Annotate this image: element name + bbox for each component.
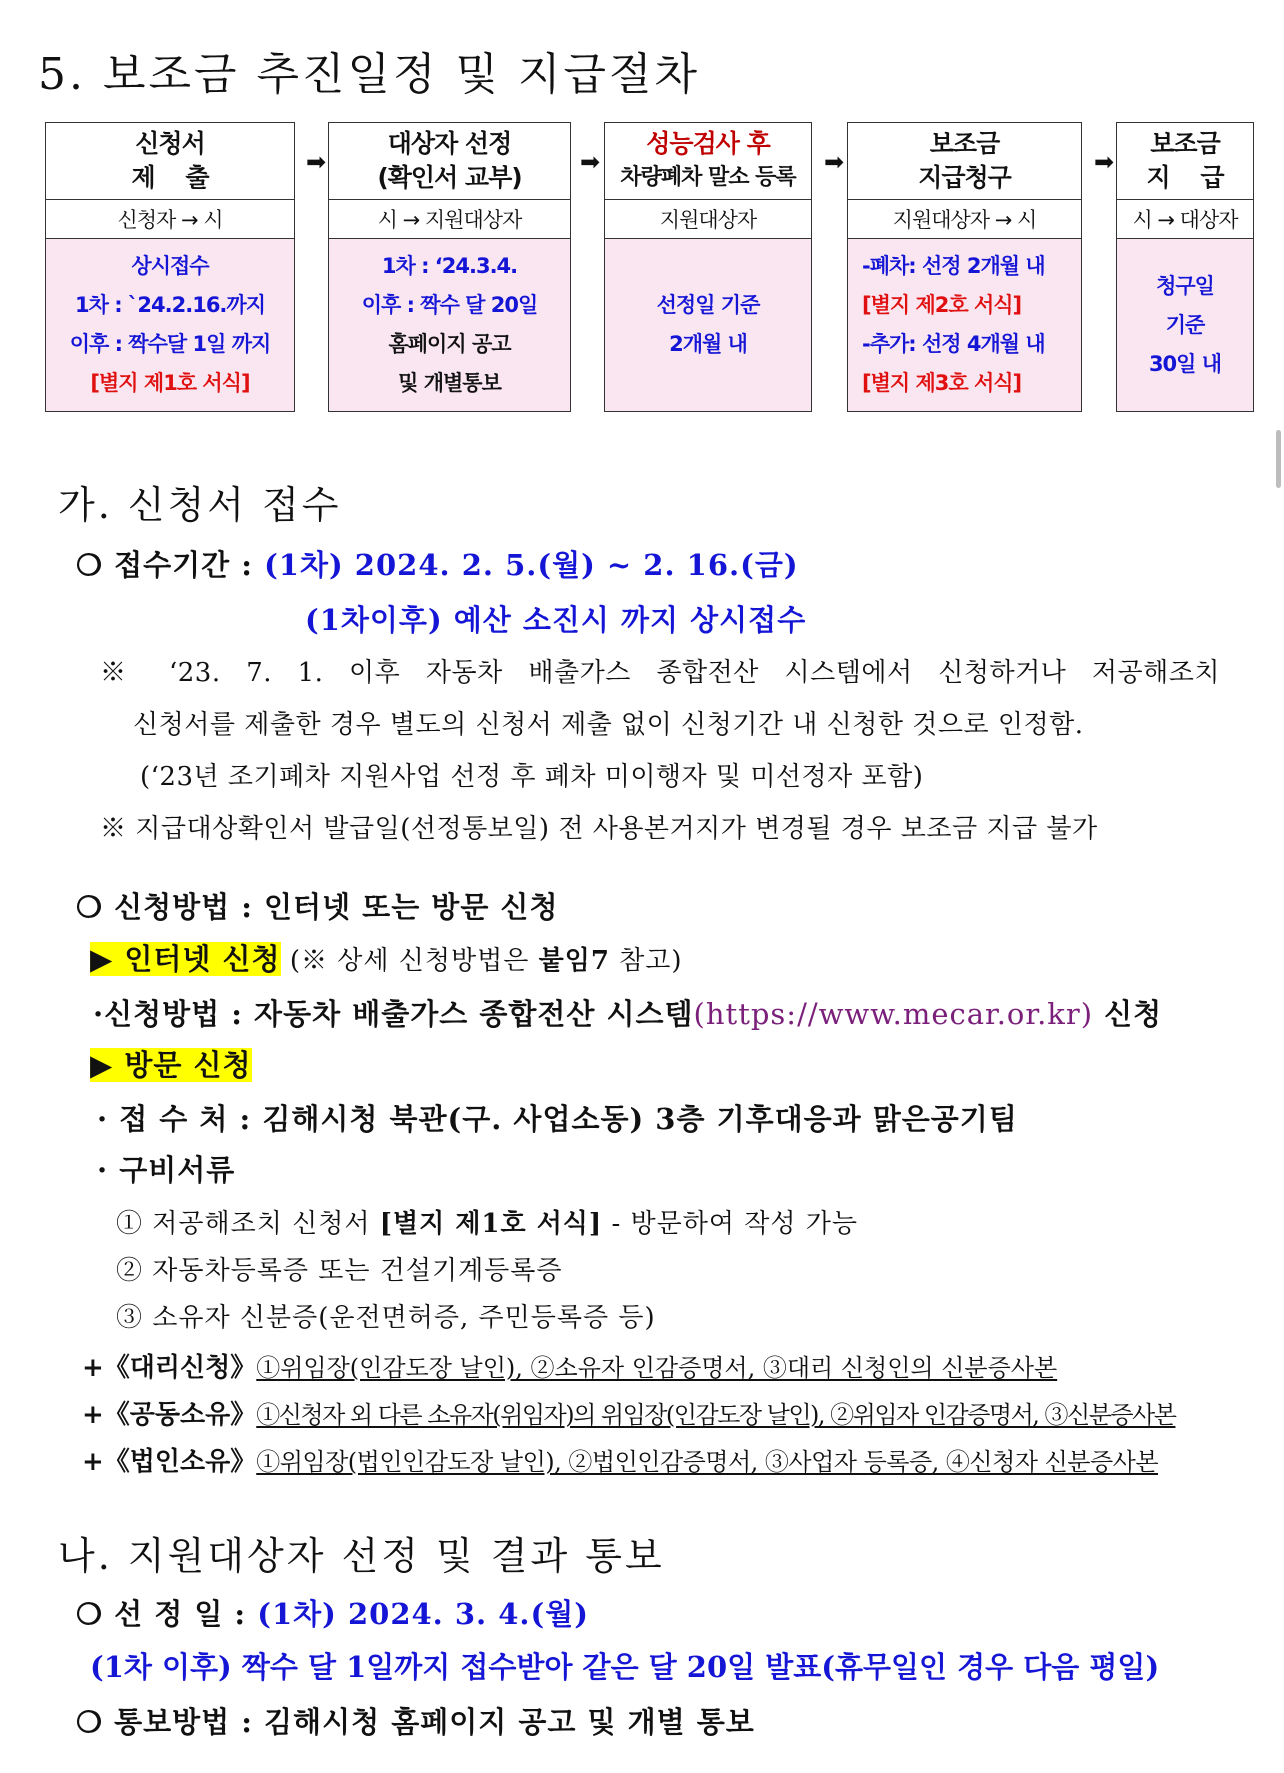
flow-step-title: 신청서 (135, 129, 205, 158)
extra-docs-proxy (82, 1347, 1057, 1384)
period-label: ❍ 접수기간 : (76, 548, 265, 582)
required-doc-item (116, 1203, 858, 1240)
notification-method: ❍ 통보방법 : 김해시청 홈페이지 공고 및 개별 통보 (76, 1705, 755, 1739)
visit-application-label: ▶ 방문 신청 (90, 1048, 252, 1082)
arrow-right-icon: ➡ (580, 148, 601, 176)
period-value-first: (1차) 2024. 2. 5.(월) ~ 2. 16.(금) (264, 548, 799, 582)
flow-step-detail: 및 개별통보 (398, 371, 501, 395)
flow-step-detail: 기준 (1165, 312, 1205, 337)
flow-step-detail: 이후 : 짝수달 1일 까지 (69, 332, 271, 356)
flow-step-title: 지 급 (1146, 163, 1224, 192)
note-line: 신청서를 제출한 경우 별도의 신청서 제출 없이 신청기간 내 신청한 것으로 인정함. (133, 710, 1084, 740)
extra-docs-joint (82, 1394, 1175, 1431)
flow-step-detail: [별지 제2호 서식] (862, 293, 1022, 317)
note-line: ※ 지급대상확인서 발급일(선정통보일) 전 사용본거지가 변경될 경우 보조금 지급 불가 (100, 814, 1098, 844)
internet-method-detail (93, 992, 1162, 1033)
flow-step-submit (45, 122, 295, 412)
proxy-label: +《대리신청》 (82, 1353, 257, 1383)
selection-date-label: ❍ 선 정 일 : (76, 1597, 258, 1631)
flow-step-actor: 시 → 지원대상자 (329, 200, 570, 239)
scrollbar-thumb[interactable] (1276, 430, 1281, 488)
flow-step-detail: 선정일 기준 (656, 293, 760, 317)
internet-note: 참고) (609, 946, 683, 976)
doc-text: ① 저공해조치 신청서 (116, 1209, 380, 1239)
flow-step-detail: 2개월 내 (669, 332, 747, 356)
flow-step-actor: 지원대상자 (605, 200, 811, 239)
selection-after-first: (1차 이후) 짝수 달 1일까지 접수받아 같은 달 20일 발표(휴무일인 경우 다음 평일) (90, 1650, 1160, 1684)
flow-step-detail: 홈페이지 공고 (388, 332, 511, 356)
period-value-after: (1차이후) 예산 소진시 까지 상시접수 (305, 603, 807, 637)
joint-text: ①신청자 외 다른 소유자(위임자)의 위임장(인감도장 날인), ②위임자 인감증명서, ③신분증사본 (256, 1401, 1176, 1429)
flow-step-select (328, 122, 571, 412)
corp-text: ①위임장(법인인감도장 날인), ②법인인감증명서, ③사업자 등록증, ④신청자 신분증사본 (256, 1448, 1159, 1476)
flow-step-detail: 1차 : ‘24.3.4. (381, 254, 518, 278)
required-docs-title: · 구비서류 (97, 1153, 236, 1187)
joint-label: +《공동소유》 (82, 1400, 257, 1430)
flow-step-title: 보조금 (1150, 129, 1220, 158)
internet-application-label: ▶ 인터넷 신청 (90, 942, 281, 976)
flow-step-title: 차량폐차 말소 등록 (620, 165, 796, 190)
flow-step-detail: -폐차: 선정 2개월 내 (862, 254, 1045, 278)
method-detail-text: ·신청방법 : 자동차 배출가스 종합전산 시스템 (93, 997, 694, 1031)
flow-step-title: (확인서 교부) (377, 163, 522, 192)
flow-step-inspection (604, 122, 812, 412)
arrow-right-icon: ➡ (1094, 148, 1115, 176)
flow-step-claim (847, 122, 1082, 412)
visit-application (90, 1043, 252, 1084)
flow-step-detail: 상시접수 (131, 254, 209, 278)
reception-office: · 접 수 처 : 김해시청 북관(구. 사업소동) 3층 기후대응과 맑은공기팀 (97, 1102, 1018, 1136)
flow-step-detail: 청구일 (1156, 273, 1214, 298)
flow-step-actor: 시 → 대상자 (1117, 200, 1253, 239)
note-line: ※ ‘23. 7. 1. 이후 자동차 배출가스 종합전산 시스템에서 신청하거나 저공해조치 (100, 658, 1220, 688)
section-heading-application: 가. 신청서 접수 (58, 483, 342, 527)
flow-step-title: 보조금 (929, 129, 1000, 158)
flow-step-title: 성능검사 후 (646, 129, 770, 158)
flow-step-detail: 이후 : 짝수 달 20일 (361, 293, 538, 317)
application-method: ❍ 신청방법 : 인터넷 또는 방문 신청 (76, 890, 559, 924)
flow-step-title: 제 출 (131, 163, 209, 192)
section-heading-selection: 나. 지원대상자 선정 및 결과 통보 (58, 1534, 665, 1578)
application-period (76, 543, 799, 584)
doc-text: - 방문하여 작성 가능 (602, 1209, 859, 1239)
flow-step-detail: [별지 제1호 서식] (90, 371, 250, 395)
flow-step-actor: 신청자 → 시 (46, 200, 294, 239)
flow-step-detail: 1차 : `24.2.16.까지 (75, 293, 265, 317)
note-line: (‘23년 조기폐차 지원사업 선정 후 폐차 미이행자 및 미선정자 포함) (140, 762, 924, 792)
internet-application (90, 937, 683, 978)
internet-note-ref: 붙임7 (538, 946, 610, 976)
extra-docs-corporate (82, 1441, 1158, 1478)
required-doc-item: ② 자동차등록증 또는 건설기계등록증 (116, 1256, 563, 1286)
proxy-text: ①위임장(인감도장 날인), ②소유자 인감증명서, ③대리 신청인의 신분증사본 (256, 1354, 1058, 1382)
flow-step-actor: 지원대상자 → 시 (848, 200, 1081, 239)
flow-step-title: 대상자 선정 (387, 129, 512, 158)
flow-step-detail: 30일 내 (1148, 351, 1222, 376)
flow-step-title: 지급청구 (918, 163, 1011, 192)
corp-label: +《법인소유》 (82, 1447, 257, 1477)
flow-step-detail: -추가: 선정 4개월 내 (862, 332, 1045, 356)
selection-date-value: (1차) 2024. 3. 4.(월) (257, 1597, 589, 1631)
mecar-url-link[interactable]: (https://www.mecar.or.kr) (693, 997, 1094, 1031)
internet-note: (※ 상세 신청방법은 (280, 946, 539, 976)
arrow-right-icon: ➡ (824, 148, 845, 176)
arrow-right-icon: ➡ (306, 148, 327, 176)
selection-date (76, 1592, 589, 1633)
flow-step-detail: [별지 제3호 서식] (862, 371, 1022, 395)
doc-form-ref: [별지 제1호 서식] (379, 1209, 603, 1239)
required-doc-item: ③ 소유자 신분증(운전면허증, 주민등록증 등) (116, 1303, 656, 1333)
flow-step-payment (1116, 122, 1254, 412)
page-title: 5. 보조금 추진일정 및 지급절차 (38, 49, 700, 100)
method-detail-text: 신청 (1093, 997, 1163, 1031)
